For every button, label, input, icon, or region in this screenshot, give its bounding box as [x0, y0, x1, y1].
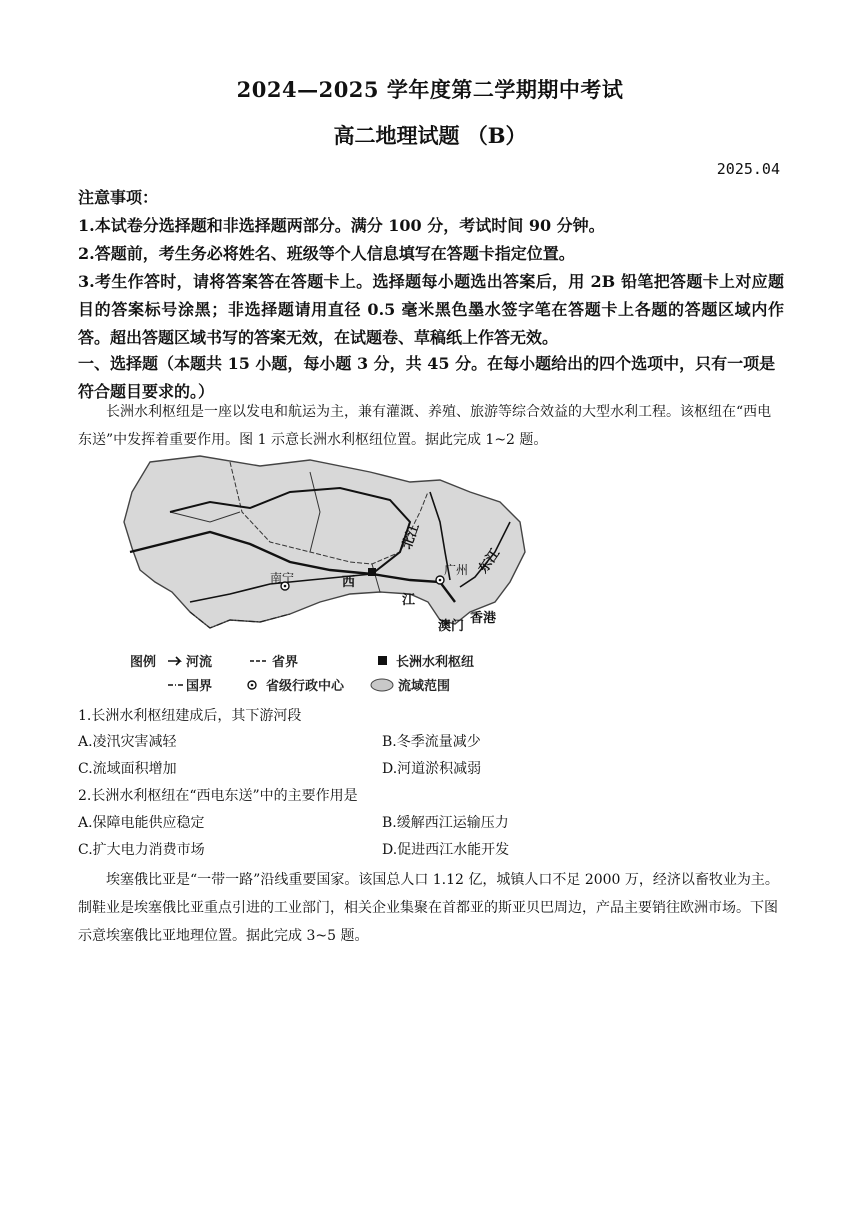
exam-subtitle: 高二地理试题 （B） — [333, 123, 527, 148]
label-guangzhou: 广州 — [444, 563, 469, 577]
legend-province: 省界 — [272, 655, 299, 670]
notice-heading: 注意事项： — [78, 188, 159, 207]
legend-river: 河流 — [186, 655, 213, 670]
legend-river-icon — [168, 657, 180, 665]
question-2-stem: 2.长洲水利枢纽在“西电东送”中的主要作用是 — [78, 788, 358, 804]
legend-title: 图例 — [130, 655, 157, 670]
legend-basin: 流域范围 — [398, 679, 451, 694]
label-dongjiang: 东江 — [475, 546, 504, 577]
label-beijiang: 北江 — [399, 521, 423, 552]
question-2-option-a: A.保障电能供应稳定 — [78, 815, 205, 831]
legend-dam: 长洲水利枢纽 — [396, 655, 475, 670]
notice-item-3: 3.考生作答时，请将答案答在答题卡上。选择题每小题选出答案后，用 2B 铅笔把答题卡上对应题目的答案标号涂黑；非选择题请用直径 0.5 毫米黑色墨水签字笔在答题卡上各题的答题区域内作答。超出答题区域书写的答案无效，在试题卷、草稿纸上作答无效。 — [78, 272, 784, 347]
label-xianggang: 香港 — [470, 611, 497, 626]
legend-dam-icon — [378, 656, 387, 665]
question-2-option-d: D.促进西江水能开发 — [382, 842, 510, 858]
label-jiang: 江 — [402, 593, 416, 608]
passage-2: 埃塞俄比亚是“一带一路”沿线重要国家。该国总人口 1.12 亿，城镇人口不足 2000 万，经济以畜牧业为主。制鞋业是埃塞俄比亚重点引进的工业部门，相关企业集聚在首都亚的斯亚贝巴周边，产品主要销往欧洲市场。下图示意埃塞俄比亚地理位置。据此完成 3~5 题。 — [78, 872, 779, 944]
map-legend — [120, 650, 540, 694]
question-1-option-c: C.流域面积增加 — [78, 761, 177, 777]
notice-item-1: 1.本试卷分选择题和非选择题两部分。满分 100 分，考试时间 90 分钟。 — [78, 216, 605, 235]
legend-basin-icon — [371, 679, 393, 691]
section-heading: 一、选择题（本题共 15 小题，每小题 3 分，共 45 分。在每小题给出的四个选项中，只有一项是符合题目要求的。） — [78, 354, 776, 401]
question-1-option-d: D.河道淤积减弱 — [382, 761, 482, 777]
capital-marker-dot — [439, 579, 442, 582]
label-nanning: 南宁 — [270, 571, 295, 585]
question-1-option-b: B.冬季流量减少 — [382, 734, 481, 750]
label-xi: 西 — [342, 575, 356, 590]
question-1-option-a: A.凌汛灾害减轻 — [78, 734, 177, 750]
capital-marker-dot — [284, 585, 287, 588]
passage-1: 长洲水利枢纽是一座以发电和航运为主，兼有灌溉、养殖、旅游等综合效益的大型水利工程。该枢纽在“西电东送”中发挥着重要作用。图 1 示意长洲水利枢纽位置。据此完成 1~2 题。 — [78, 404, 772, 448]
basin-area — [124, 456, 525, 628]
question-1-stem: 1.长洲水利枢纽建成后，其下游河段 — [78, 708, 302, 724]
exam-title: 2024—2025 学年度第二学期期中考试 — [236, 77, 624, 102]
label-aomen: 澳门 — [438, 619, 465, 634]
notice-item-2: 2.答题前，考生务必将姓名、班级等个人信息填写在答题卡指定位置。 — [78, 244, 575, 263]
exam-date: 2025.04 — [716, 160, 780, 178]
legend-national: 国界 — [186, 679, 213, 694]
question-2-option-c: C.扩大电力消费市场 — [78, 842, 205, 858]
question-2-option-b: B.缓解西江运输压力 — [382, 815, 509, 831]
legend-capital: 省级行政中心 — [266, 679, 345, 694]
dam-marker — [368, 568, 376, 576]
